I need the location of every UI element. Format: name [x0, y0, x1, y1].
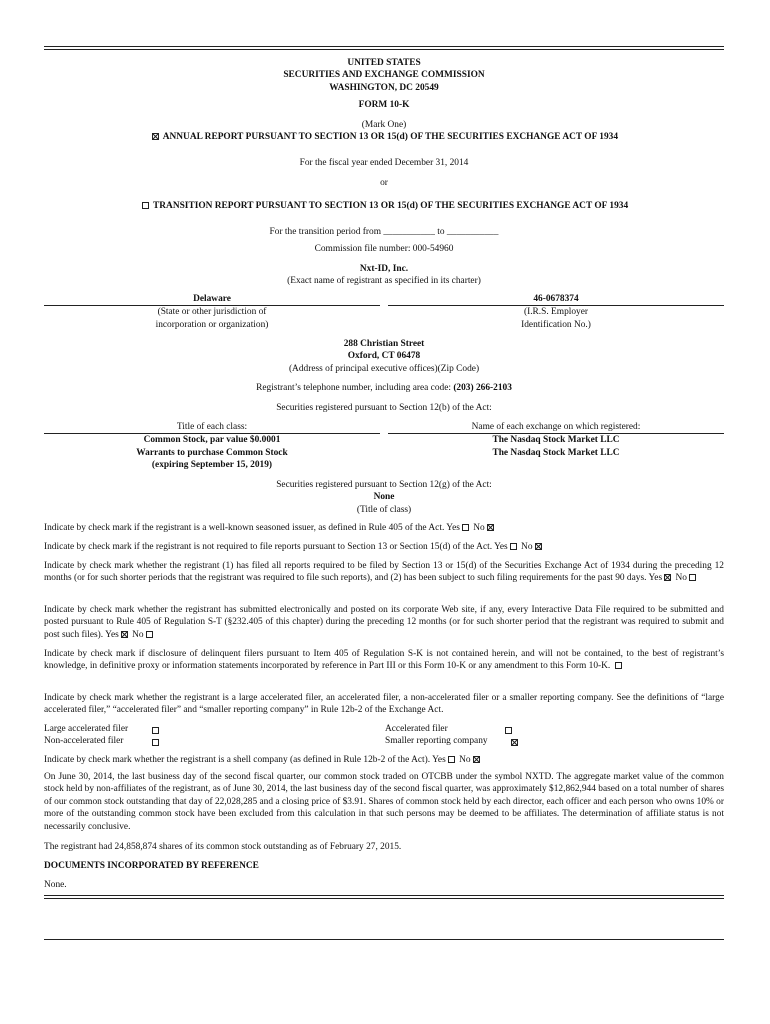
mark-one: (Mark One) — [361, 120, 407, 130]
no-label: No — [521, 542, 533, 552]
check-text: Indicate by check mark whether the registrant has submitted electronically and posted on its corporate Web site, if any, every Interactive Data File required to be submitted and posted pursuant to Rule 405 of Regulation S-T (§232.405 of this chapter) during the preceding 12 months (or for such shorter period that the registrant was required to submit and post such files). — [44, 605, 724, 640]
smaller-reporting-checkbox — [511, 739, 518, 746]
annual-report-line — [44, 131, 724, 143]
telephone-value: (203) 266-2103 — [453, 383, 512, 393]
ein-caption-2: Identification No.) — [521, 319, 591, 330]
yes-checkbox — [664, 574, 671, 581]
page-end-rule — [44, 939, 724, 940]
check-text: Indicate by check mark if disclosure of delinquent filers pursuant to Item 405 of Regulation S-K is not contained herein, and will not be contained, to the best of registrant’s knowledge, in definitive proxy or information statements incorporated by reference in Part III or this Form 10-K or any amendment to this Form 10-K. — [44, 649, 724, 672]
no-checkbox — [146, 631, 153, 638]
no-label: No — [473, 523, 485, 533]
no-label: No — [132, 629, 144, 640]
filer-label: Large accelerated filer — [44, 724, 129, 734]
telephone-label: Registrant’s telephone number, including area code: — [256, 383, 451, 393]
state-caption-1: (State or other jurisdiction of — [157, 307, 267, 318]
class-item: Warrants to purchase Common Stock — [136, 447, 288, 458]
annual-report-text: ANNUAL REPORT PURSUANT TO SECTION 13 OR 15(d) OF THE SECURITIES EXCHANGE ACT OF 1934 — [162, 132, 619, 142]
section-12g-block — [44, 479, 724, 516]
section-12g-value: None — [373, 492, 395, 503]
section-12b-heading: Securities registered pursuant to Section 12(b) of the Act: — [276, 403, 492, 413]
yes-label: Yes — [494, 542, 508, 552]
registrant-name-caption: (Exact name of registrant as specified in its charter) — [287, 276, 481, 286]
transition-report-text: TRANSITION REPORT PURSUANT TO SECTION 13 OR 15(d) OF THE SECURITIES EXCHANGE ACT OF 1934 — [153, 201, 629, 211]
filer-accelerated — [385, 723, 448, 735]
yes-checkbox — [121, 631, 128, 638]
header-line1: UNITED STATES — [347, 58, 421, 68]
check-text: Indicate by check mark if the registrant is not required to file reports pursuant to Section 13 or Section 15(d) of the Act. — [44, 542, 493, 552]
address-caption: (Address of principal executive offices)(Zip Code) — [288, 363, 480, 374]
exchange-item: The Nasdaq Stock Market LLC — [492, 435, 620, 446]
check-text: Indicate by check mark whether the registrant (1) has filed all reports required to be filed by Section 13 or 15(d) of the Securities Exchange Act of 1934 during the preceding 12 months (or for such shorter periods that the registrant was required to file such reports), and (2) has been subject to such filing requirements for the past 90 days. — [44, 561, 724, 584]
yes-label: Yes — [446, 523, 460, 533]
ein-value: 46-0678374 — [388, 293, 724, 306]
section-12g-caption: (Title of class) — [356, 504, 412, 515]
documents-value: None. — [44, 880, 67, 890]
shares-outstanding: The registrant had 24,858,874 shares of its common stock outstanding as of February 27, 2015. — [44, 842, 402, 852]
state-of-incorporation — [44, 293, 380, 331]
commission-file-number: Commission file number: 000-54960 — [314, 244, 454, 254]
no-checkbox — [473, 756, 480, 763]
section-12g-heading: Securities registered pursuant to Section 12(g) of the Act: — [276, 480, 492, 490]
check-interactive-data — [44, 604, 724, 641]
fiscal-year: For the fiscal year ended December 31, 2014 — [299, 158, 469, 168]
header-line3: WASHINGTON, DC 20549 — [329, 82, 439, 93]
check-delinquent-filers — [44, 648, 724, 673]
non-accelerated-checkbox — [152, 739, 159, 746]
address-city: Oxford, CT 06478 — [347, 351, 421, 362]
annual-report-checkbox — [152, 133, 159, 140]
yes-checkbox — [510, 543, 517, 550]
exchange-header: Name of each exchange on which registered: — [388, 421, 724, 434]
no-label: No — [675, 573, 687, 584]
aggregate-market-value: On June 30, 2014, the last business day of the second fiscal quarter, our common stock traded on OTCBB under the symbol NXTD. The aggregate market value of the common stock held by non-affiliates of the registrant, as of June 30, 2014, the last business day of the second fiscal quarter, was approximately $12,862,944 based on a total number of shares of our common stock outstanding that day of 22,028,285 and a closing price of $3.91. Shares of common stock held by each director, each officer and each person who owns 10% or more of the outstanding common stock have been excluded from this calculation in that such persons may be deemed to be affiliates. The determination of affiliate status is not necessarily conclusive. — [44, 772, 724, 832]
class-column — [44, 421, 380, 472]
registrant-name: Nxt-ID, Inc. — [359, 264, 409, 274]
check-shell-company — [44, 754, 724, 766]
no-checkbox — [487, 524, 494, 531]
yes-checkbox — [448, 756, 455, 763]
check-text: Indicate by check mark whether the registrant is a shell company (as defined in Rule 12b-2 of the Act). — [44, 755, 431, 765]
documents-heading: DOCUMENTS INCORPORATED BY REFERENCE — [44, 861, 259, 871]
top-double-rule — [44, 46, 724, 50]
state-caption-2: incorporation or organization) — [155, 319, 269, 330]
no-checkbox — [689, 574, 696, 581]
class-item: (expiring September 15, 2019) — [151, 460, 273, 471]
check-text: Indicate by check mark if the registrant is a well-known seasoned issuer, as defined in Rule 405 of the Act. — [44, 523, 445, 533]
class-item: Common Stock, par value $0.0001 — [143, 435, 281, 446]
yes-label: Yes — [648, 573, 663, 584]
address-block — [44, 338, 724, 375]
transition-report-checkbox — [142, 202, 149, 209]
filer-label: Smaller reporting company — [385, 736, 488, 746]
delinquent-checkbox — [615, 662, 622, 669]
check-seasoned-issuer — [44, 522, 724, 534]
yes-checkbox — [462, 524, 469, 531]
filer-large-accelerated — [44, 723, 128, 735]
class-header: Title of each class: — [44, 421, 380, 434]
employer-id — [388, 293, 724, 331]
check-not-required — [44, 541, 724, 553]
address-street: 288 Christian Street — [343, 339, 425, 349]
exchange-column — [388, 421, 724, 459]
filer-label: Non-accelerated filer — [44, 736, 124, 746]
form-title: FORM 10-K — [358, 100, 410, 110]
telephone-line — [44, 382, 724, 394]
header-line2: SECURITIES AND EXCHANGE COMMISSION — [283, 70, 485, 81]
filer-smaller-reporting — [385, 735, 488, 747]
accelerated-checkbox — [505, 727, 512, 734]
ein-caption-1: (I.R.S. Employer — [523, 307, 589, 318]
transition-report-line — [44, 200, 724, 212]
no-checkbox — [535, 543, 542, 550]
exchange-item: The Nasdaq Stock Market LLC — [492, 447, 620, 458]
header-block — [44, 57, 724, 94]
bottom-double-rule — [44, 895, 724, 899]
yes-label: Yes — [105, 629, 119, 640]
check-filer-type: Indicate by check mark whether the registrant is a large accelerated filer, an accelerated filer, a non-accelerated filer or a smaller reporting company. See the definitions of “large accelerated filer,” “accelerated filer” and “smaller reporting company” in Rule 12b-2 of the Exchange Act. — [44, 693, 724, 716]
yes-label: Yes — [432, 755, 446, 765]
or-separator: or — [380, 178, 388, 188]
no-label: No — [459, 755, 471, 765]
check-filed-reports — [44, 560, 724, 585]
filer-non-accelerated — [44, 735, 123, 747]
filer-label: Accelerated filer — [385, 724, 448, 734]
transition-period: For the transition period from ___________ to ___________ — [269, 227, 499, 237]
state-value: Delaware — [44, 293, 380, 306]
large-accelerated-checkbox — [152, 727, 159, 734]
